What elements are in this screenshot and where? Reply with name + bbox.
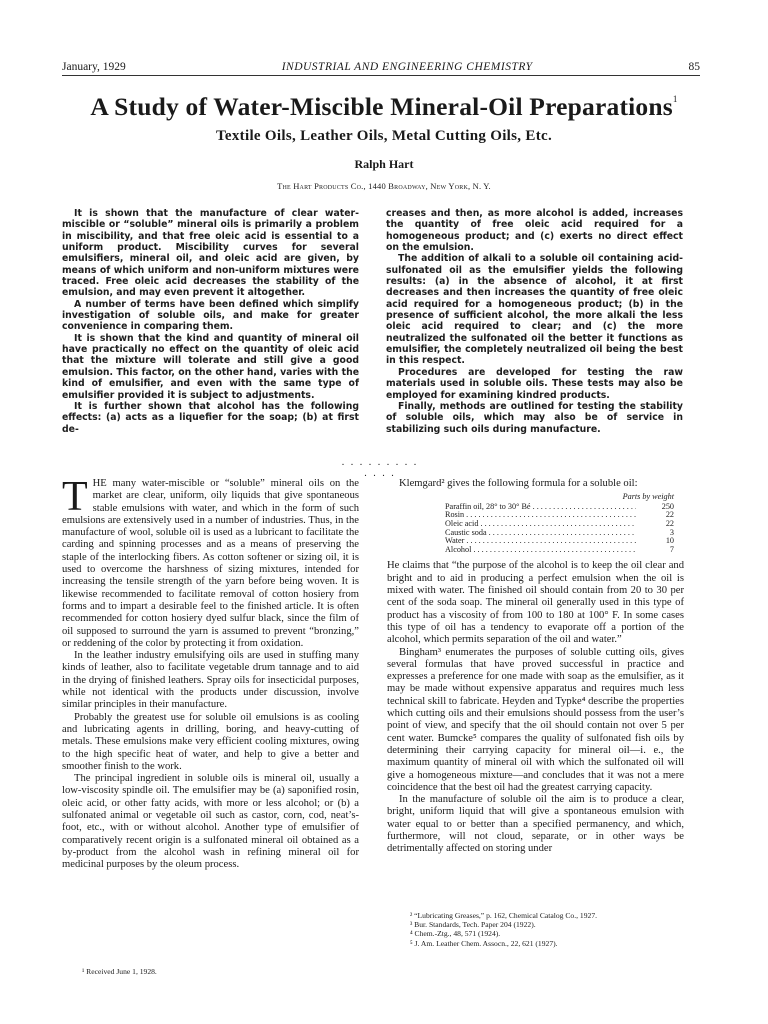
page-number: 85 xyxy=(688,61,700,73)
formula-row xyxy=(387,503,684,512)
abstract-paragraph: creases and then, as more alcohol is added, increases the quantity of free oleic acid required for a homogeneous product; and (c) exerts no direct effect on the emulsion. xyxy=(386,208,683,254)
article-title xyxy=(62,92,706,122)
formula-row xyxy=(387,529,684,538)
author-name: Ralph Hart xyxy=(354,157,414,171)
abstract-left-column xyxy=(62,208,359,435)
body-paragraph: The principal ingredient in soluble oils is mineral oil, usually a low-viscosity spindle oil. The emulsifier may be (a) saponified rosin, oleic acid, or other fatty acids, with more or less alcohol; or (b) a sulfonated animal or vegetable oil such as castor, corn, cod, neat’s-foot, etc., with or without alcohol. Another type of emulsifier of comparatively recent origin is a sulfonated mineral oil obtained as a by-product from the alcohol wash in refining mineral oil for medicinal purposes by the oleum process. xyxy=(62,773,359,871)
abstract-paragraph: It is shown that the kind and quantity of mineral oil have practically no effect on the quantity of oleic acid that the mixture will tolerate and still give a good emulsion. This factor, on the other hand, varies with the kind of emulsifier, and even with the same type of emulsifier provided it is subject to adjustments. xyxy=(62,332,359,401)
formula-parts: 22 xyxy=(665,510,674,520)
body-paragraph: Klemgard² gives the following formula for a soluble oil: xyxy=(399,478,638,489)
body-paragraph: In the manufacture of soluble oil the aim is to produce a clear, bright, uniform liquid that will give a spontaneous emulsion with water equal to or better than a specified permanency, and which, furthermore, will not cloud, separate, or in other ways be detrimentally affected on storing under xyxy=(387,794,684,855)
body-paragraph: In the leather industry emulsifying oils are used in stuffing many kinds of leather, also to facilitate vegetable drum tannage and to aid in the drying of finished leathers. Spray oils for insecticidal purposes, while not identical with the products under discussion, involve similar principles in their manufacture. xyxy=(62,650,359,711)
formula-parts: 250 xyxy=(661,501,674,511)
abstract-paragraph: It is further shown that alcohol has the following effects: (a) acts as a liquefier for the soap; (b) at first de- xyxy=(62,400,359,435)
formula-ingredient: Oleic acid . . . xyxy=(445,520,636,529)
issue-date: January, 1929 xyxy=(62,61,126,73)
footnote: ⁴ Chem.-Ztg., 48, 571 (1924). xyxy=(410,929,501,939)
footnote-received: ¹ Received June 1, 1928. xyxy=(82,967,157,976)
formula-parts: 7 xyxy=(669,544,674,554)
body-paragraph: He claims that “the purpose of the alcohol is to keep the oil clear and bright and to aid in producing a perfect emulsion when the oil is mixed with water. The finished oil should contain from 20 to 30 per cent of the soda soap. The mineral oil generally used in this type of product has a viscosity of from 100 to 180 at 100° F. In some cases this type of oil has a tendency to evaporate off a portion of the alcohol, which permits separation of the oil and water.” xyxy=(387,560,684,646)
opening-paragraph-text: HE many water-miscible or “soluble” mineral oils on the market are clear, uniform, oily liquids that give spontaneous stable emulsions with water, and which in the form of such emulsions are extensively used in a number of industries. Thus, in the manufacture of wool, soluble oil is used as a lubricant to facilitate the carding and spinning processes and as a means of preserving the staple of the interlocking fibers. As cotton softener or sizing oil, it is used to overcome the harshness of sizing mixtures, intended for increasing the tensile strength of the yarn before being woven. It is likewise recommended to facilitate removal of cotton hosiery from forms and to impart a desirable feel to the finished article. It is often recommended for cotton hosiery dyed sulfur black, since the film of oil supposed to surround the yarn is assumed to prevent “bronzing,” or reddening of the color by protecting it from oxidation. xyxy=(62,478,359,649)
running-header xyxy=(62,60,700,74)
header-rule xyxy=(62,75,700,76)
footnote: ⁵ J. Am. Leather Chem. Assocn., 22, 621 (1927). xyxy=(410,938,558,948)
formula-row xyxy=(387,520,684,529)
article-subtitle: Textile Oils, Leather Oils, Metal Cutting Oils, Etc. xyxy=(216,128,552,144)
abstract-paragraph: The addition of alkali to a soluble oil containing acid-sulfonated oil as the emulsifier yields the following results: (a) in the absence of alcohol, it at first decreases and then increases the quantity of free oleic acid required for a homogeneous product; (b) in the presence of sufficient alcohol, the more alkali the less oleic acid required to clear; and (c) the more neutralized the sulfonated oil the better it functions as emulsifier, the completely neutralized oil being the best in this respect. xyxy=(386,253,683,367)
formula-ingredient: Alcohol . . . xyxy=(445,546,636,555)
section-separator: . . . . . . . . . . . . . xyxy=(341,457,419,479)
formula-row xyxy=(387,537,684,546)
formula-header: Parts by weight xyxy=(622,492,674,502)
formula-ingredient: Rosin . . . xyxy=(445,511,636,520)
formula-table xyxy=(387,493,684,554)
formula-ingredient: Caustic soda . . . xyxy=(445,529,636,538)
footnote: ² “Lubricating Greases,” p. 162, Chemical Catalog Co., 1927. xyxy=(410,911,598,920)
opening-paragraph xyxy=(62,474,359,650)
journal-name: INDUSTRIAL AND ENGINEERING CHEMISTRY xyxy=(281,61,533,73)
formula-ingredient: Paraffin oil, 28° to 30° Bé . . . xyxy=(445,503,636,512)
abstract-paragraph: A number of terms have been defined which simplify investigation of soluble oils, and make for greater convenience in comparing them. xyxy=(62,298,359,333)
formula-parts: 3 xyxy=(669,527,674,537)
formula-ingredient: Water . . . xyxy=(445,537,636,546)
body-paragraph: Probably the greatest use for soluble oil emulsions is as cooling and lubricating agents in drilling, boring, and heavy-cutting of metals. These emulsions make very efficient cooling mixtures, owing to the high specific heat of water, and help to give a better and smoother finish to the work. xyxy=(62,711,359,772)
author-affiliation: The Hart Products Co., 1440 Broadway, New York, N. Y. xyxy=(277,181,491,191)
body-paragraph: Bingham³ enumerates the purposes of soluble cutting oils, gives several formulas that have proved successful in practice and expresses a preference for one made with soap as the emulsifier, as it may be made without expensive apparatus and requires much less technical skill to fabricate. Heyden and Typke⁴ describe the properties which cutting oils and their emulsions should possess from the user’s point of view, and specify that the oil should contain not over 5 per cent water. Bumcke⁵ compares the quality of sulfonated fish oils by determining their carrying capacity for mineral oil—i. e., the maximum quantity of mineral oil with which the sulfonated oil will give a homogeneous mixture—and concludes that it was not a mere coincidence that the best oil had the greatest carrying capacity. xyxy=(387,646,684,793)
drop-cap: T xyxy=(62,474,88,520)
abstract-paragraph: Finally, methods are outlined for testing the stability of soluble oils, which may also be of service in stabilizing such oils during manufacture. xyxy=(386,400,683,435)
body-right-column xyxy=(387,478,684,856)
footnote: ³ Bur. Standards, Tech. Paper 204 (1922). xyxy=(410,920,536,930)
abstract-paragraph: It is shown that the manufacture of clear water-miscible or “soluble” mineral oils is primarily a problem in miscibility, and that free oleic acid is essential to a uniform product. Miscibility curves for several emulsifiers, mineral oil, and oleic acid are given, by means of which uniform and non-uniform mixtures were traced. Free oleic acid decreases the stability of the emulsion, and may even prevent it altogether. xyxy=(62,208,359,299)
abstract-right-column xyxy=(386,208,683,435)
formula-row xyxy=(387,511,684,520)
formula-parts: 22 xyxy=(665,519,674,529)
footnotes-right xyxy=(410,911,690,948)
body-left-column xyxy=(62,474,359,872)
title-footnote-mark: 1 xyxy=(672,94,678,104)
abstract-paragraph: Procedures are developed for testing the raw materials used in soluble oils. These tests may also be employed for examining kindred products. xyxy=(386,366,683,401)
formula-row xyxy=(387,546,684,555)
formula-parts: 10 xyxy=(665,536,674,546)
article-title-text: A Study of Water-Miscible Mineral-Oil Preparations xyxy=(90,92,673,121)
